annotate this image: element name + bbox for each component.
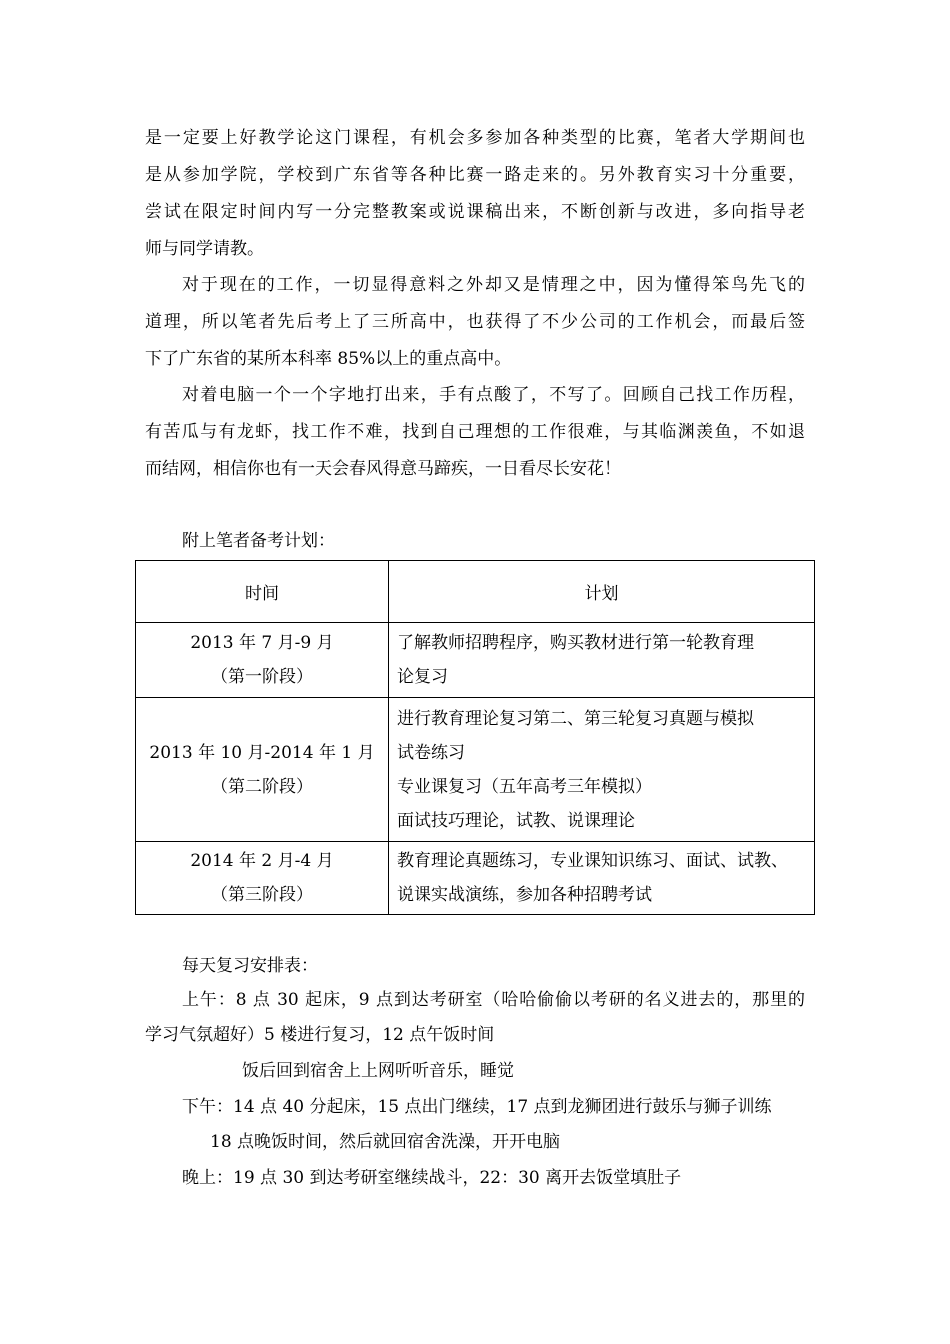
plan-cell xyxy=(389,698,815,842)
plan-intro: 附上笔者备考计划： xyxy=(182,531,335,551)
plan-cell xyxy=(389,623,815,698)
schedule-title: 每天复习安排表： xyxy=(182,956,318,976)
paragraph-line: 有苦瓜与有龙虾，找工作不难，找到自己理想的工作很难，与其临渊羡鱼，不如退 xyxy=(145,422,805,442)
stage-label: （第一阶段） xyxy=(211,667,313,687)
schedule-line-afternoon-cont: 18 点晚饭时间，然后就回宿舍洗澡，开开电脑 xyxy=(210,1132,561,1152)
plan-text: 进行教育理论复习第二、第三轮复习真题与模拟 xyxy=(397,708,754,729)
table-row xyxy=(136,698,815,842)
stage-label: （第三阶段） xyxy=(211,885,313,905)
schedule-line-evening: 晚上：19 点 30 到达考研室继续战斗，22：30 离开去饭堂填肚子 xyxy=(182,1168,682,1188)
schedule-line-noon: 饭后回到宿舍上上网听听音乐，睡觉 xyxy=(242,1061,514,1081)
study-plan-table xyxy=(135,560,815,915)
paragraph-line: 尝试在限定时间内写一分完整教案或说课稿出来，不断创新与改进，多向指导老 xyxy=(145,202,805,222)
table-row xyxy=(136,623,815,698)
plan-cell xyxy=(389,842,815,915)
time-cell xyxy=(136,698,389,842)
time-range: 2013 年 7 月-9 月 xyxy=(190,633,334,653)
paragraph-line: 对着电脑一个一个字地打出来，手有点酸了，不写了。回顾自己找工作历程， xyxy=(182,385,805,405)
time-cell xyxy=(136,842,389,915)
time-range: 2013 年 10 月-2014 年 1 月 xyxy=(149,742,375,763)
table-row xyxy=(136,842,815,915)
plan-text: 了解教师招聘程序，购买教材进行第一轮教育理 xyxy=(397,633,754,653)
paragraph-line: 而结网，相信你也有一天会春风得意马蹄疾，一日看尽长安花！ xyxy=(145,459,621,479)
paragraph-line: 师与同学请教。 xyxy=(145,239,264,259)
plan-text: 面试技巧理论，试教、说课理论 xyxy=(397,810,635,831)
schedule-line-morning-cont: 学习气氛超好）5 楼进行复习，12 点午饭时间 xyxy=(145,1025,495,1045)
plan-text: 论复习 xyxy=(397,667,448,687)
header-cell-plan: 计划 xyxy=(389,561,815,623)
table-header-row xyxy=(136,561,815,623)
plan-text: 试卷练习 xyxy=(397,742,465,763)
schedule-line-morning: 上午：8 点 30 起床，9 点到达考研室（哈哈偷偷以考研的名义进去的，那里的 xyxy=(182,990,805,1010)
plan-text: 专业课复习（五年高考三年模拟） xyxy=(397,776,652,797)
schedule-line-afternoon: 下午：14 点 40 分起床，15 点出门继续，17 点到龙狮团进行鼓乐与狮子训练 xyxy=(182,1097,772,1117)
paragraph-line: 道理，所以笔者先后考上了三所高中，也获得了不少公司的工作机会，而最后签 xyxy=(145,312,805,332)
paragraph-line: 是一定要上好教学论这门课程，有机会多参加各种类型的比赛，笔者大学期间也 xyxy=(145,128,805,148)
plan-text: 说课实战演练，参加各种招聘考试 xyxy=(397,885,652,905)
plan-text: 教育理论真题练习，专业课知识练习、面试、试教、 xyxy=(397,851,788,871)
time-range: 2014 年 2 月-4 月 xyxy=(190,851,334,871)
paragraph-line: 下了广东省的某所本科率 85%以上的重点高中。 xyxy=(145,349,512,369)
paragraph-line: 对于现在的工作，一切显得意料之外却又是情理之中，因为懂得笨鸟先飞的 xyxy=(182,275,805,295)
header-cell-time: 时间 xyxy=(136,561,389,623)
time-cell xyxy=(136,623,389,698)
stage-label: （第二阶段） xyxy=(211,776,313,797)
paragraph-line: 是从参加学院，学校到广东省等各种比赛一路走来的。另外教育实习十分重要， xyxy=(145,165,805,185)
